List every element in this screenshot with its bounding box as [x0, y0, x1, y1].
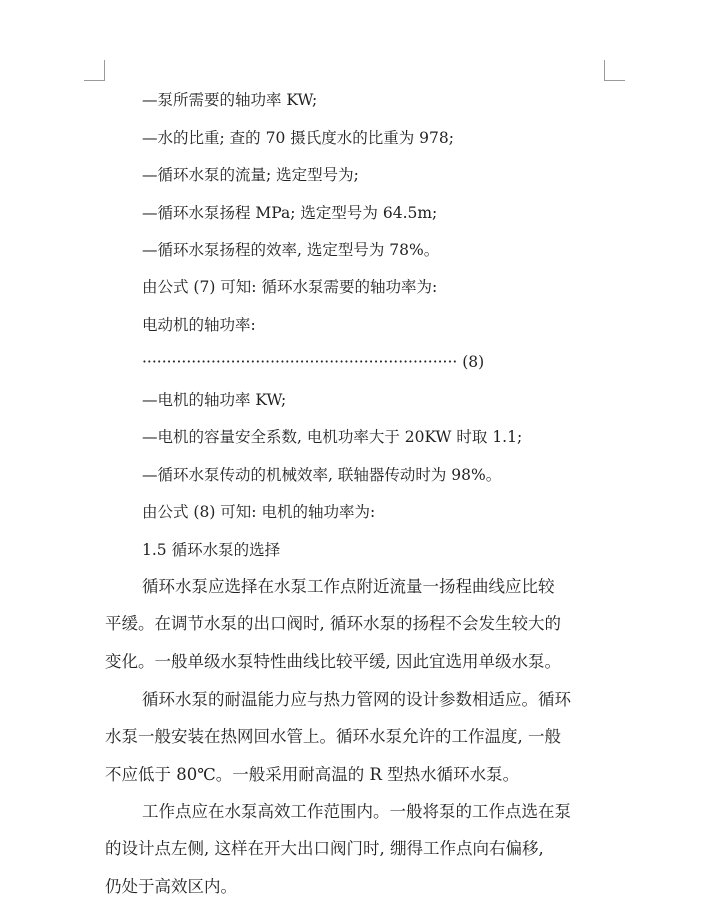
- paragraph-line: 平缓。在调节水泵的出口阀时, 循环水泵的扬程不会发生较大的: [105, 614, 561, 634]
- text-line: —水的比重; 查的 70 摄氏度水的比重为 978;: [142, 129, 454, 147]
- text-line: —循环水泵的流量; 选定型号为;: [142, 166, 359, 184]
- paragraph-line: 循环水泵的耐温能力应与热力管网的设计参数相适应。循环: [142, 690, 571, 709]
- paragraph: [105, 689, 605, 801]
- paragraph-line: 变化。一般单级水泵特性曲线比较平缓, 因此宜选用单级水泵。: [105, 651, 561, 671]
- paragraph-line: 的设计点左侧, 这样在开大出口阀门时, 绷得工作点向右偏移,: [105, 839, 544, 859]
- text-line: —循环水泵扬程 MPa; 选定型号为 64.5m;: [142, 204, 438, 222]
- paragraph-line: 水泵一般安装在热网回水管上。循环水泵允许的工作温度, 一般: [105, 727, 561, 747]
- equation-number-leader: ································································ (8): [142, 353, 485, 371]
- paragraph-line: 仍处于高效区内。: [105, 876, 237, 896]
- paragraph-line: 不应低于 80℃。一般采用耐高温的 R 型热水循环水泵。: [105, 764, 520, 784]
- text-line: —泵所需要的轴功率 KW;: [142, 91, 318, 109]
- paragraph: [105, 801, 605, 913]
- text-line: —循环水泵传动的机械效率, 联轴器传动时为 98%。: [142, 466, 502, 484]
- text-line: 电动机的轴功率:: [142, 316, 256, 334]
- section-heading: 1.5 循环水泵的选择: [142, 541, 281, 559]
- page-corner-mark-left: [84, 60, 105, 81]
- text-line: —循环水泵扬程的效率, 选定型号为 78%。: [142, 241, 440, 259]
- text-line: 由公式 (8) 可知: 电机的轴功率为:: [142, 503, 376, 521]
- text-line: 由公式 (7) 可知: 循环水泵需要的轴功率为:: [142, 278, 438, 296]
- paragraph-line: 循环水泵应选择在水泵工作点附近流量一扬程曲线应比较: [142, 577, 555, 596]
- text-line: —电机的轴功率 KW;: [142, 391, 287, 409]
- paragraph-line: 工作点应在水泵高效工作范围内。一般将泵的工作点选在泵: [142, 802, 571, 821]
- page-corner-mark-right: [604, 60, 625, 81]
- text-line: —电机的容量安全系数, 电机功率大于 20KW 时取 1.1;: [142, 428, 523, 446]
- paragraph: [105, 576, 605, 688]
